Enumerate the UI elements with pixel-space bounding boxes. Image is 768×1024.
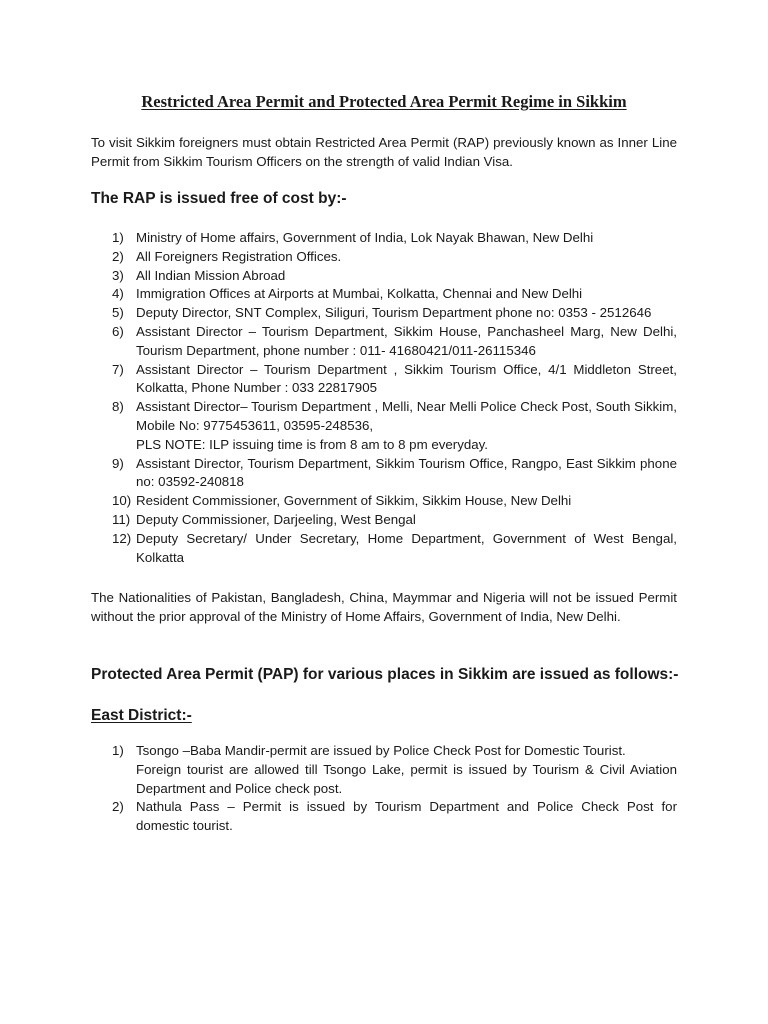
list-item-number: 2) <box>112 248 124 264</box>
nationalities-paragraph: The Nationalities of Pakistan, Bangladesh, China, Maymmar and Nigeria will not be issued Permit without the prior approval of the Ministry of Home Affairs, Government of India, New Delhi. <box>91 590 677 624</box>
list-item <box>91 323 677 361</box>
list-item <box>91 361 677 399</box>
list-item-text: Nathula Pass – Permit is issued by Tourism Department and Police Check Post for domestic tourist. <box>136 799 677 834</box>
list-item-number: 12) <box>112 530 132 546</box>
list-item-number: 5) <box>112 305 124 321</box>
east-district-heading: East District:- <box>91 707 192 724</box>
list-item-number: 7) <box>112 361 124 377</box>
list-item-number: 8) <box>112 399 124 415</box>
rap-heading: The RAP is issued free of cost by:- <box>91 190 347 207</box>
list-item-number: 6) <box>112 323 124 339</box>
list-item-text: Deputy Commissioner, Darjeeling, West Bengal <box>136 511 416 527</box>
page-title: Restricted Area Permit and Protected Area Permit Regime in Sikkim <box>141 92 627 111</box>
list-item-text: Immigration Offices at Airports at Mumbai, Kolkatta, Chennai and New Delhi <box>136 286 583 302</box>
list-item-text: Deputy Secretary/ Under Secretary, Home Department, Government of West Bengal, Kolkatta <box>136 530 677 565</box>
list-item <box>91 511 677 530</box>
list-item-text: Assistant Director – Tourism Department , Sikkim Tourism Office, 4/1 Middleton Street, Kolkatta, Phone Number : 033 22817905 <box>136 361 677 396</box>
list-item-number: 9) <box>112 455 124 471</box>
list-item <box>91 530 677 568</box>
list-item-text: Assistant Director – Tourism Department, Sikkim House, Panchasheel Marg, New Delhi, Tourism Department, phone number : 011- 41680421/011-26115346 <box>136 323 677 358</box>
list-item-number: 10) <box>112 493 132 509</box>
rap-issuer-list <box>91 229 677 567</box>
list-item <box>91 285 677 304</box>
list-item-text: All Foreigners Registration Offices. <box>136 248 342 264</box>
list-item-text: All Indian Mission Abroad <box>136 267 286 283</box>
list-item-number: 3) <box>112 267 124 283</box>
list-item <box>91 455 677 493</box>
list-item-text: Tsongo –Baba Mandir-permit are issued by Police Check Post for Domestic Tourist. <box>136 743 626 758</box>
list-item <box>91 492 677 511</box>
list-item-note: Foreign tourist are allowed till Tsongo Lake, permit is issued by Tourism & Civil Aviation Department and Police check post. <box>136 761 677 796</box>
list-item <box>91 798 677 836</box>
list-item <box>91 304 677 323</box>
list-item-text: Assistant Director, Tourism Department, Sikkim Tourism Office, Rangpo, East Sikkim phone no: 03592-240818 <box>136 455 677 490</box>
list-item-text: Assistant Director– Tourism Department , Melli, Near Melli Police Check Post, South Sikkim, Mobile No: 9775453611, 03595-248536, <box>136 399 677 433</box>
pap-heading: Protected Area Permit (PAP) for various places in Sikkim are issued as follows:- <box>91 666 679 683</box>
list-item-text: Resident Commissioner, Government of Sikkim, Sikkim House, New Delhi <box>136 493 572 509</box>
list-item-number: 2) <box>112 799 124 815</box>
list-item-number: 1) <box>112 230 124 245</box>
list-item <box>91 398 677 454</box>
list-item <box>91 742 677 798</box>
list-item <box>91 229 677 248</box>
list-item-text: Ministry of Home affairs, Government of India, Lok Nayak Bhawan, New Delhi <box>136 230 594 245</box>
list-item-note: PLS NOTE: ILP issuing time is from 8 am to 8 pm everyday. <box>136 436 489 452</box>
east-district-list <box>91 742 677 836</box>
intro-paragraph: To visit Sikkim foreigners must obtain Restricted Area Permit (RAP) previously known as Inner Line Permit from Sikkim Tourism Officers on the strength of valid Indian Visa. <box>91 135 677 169</box>
list-item <box>91 267 677 286</box>
list-item-number: 4) <box>112 286 124 302</box>
list-item <box>91 248 677 267</box>
list-item-number: 1) <box>112 743 124 758</box>
list-item-number: 11) <box>112 511 131 527</box>
list-item-text: Deputy Director, SNT Complex, Siliguri, Tourism Department phone no: 0353 - 2512646 <box>136 305 652 321</box>
